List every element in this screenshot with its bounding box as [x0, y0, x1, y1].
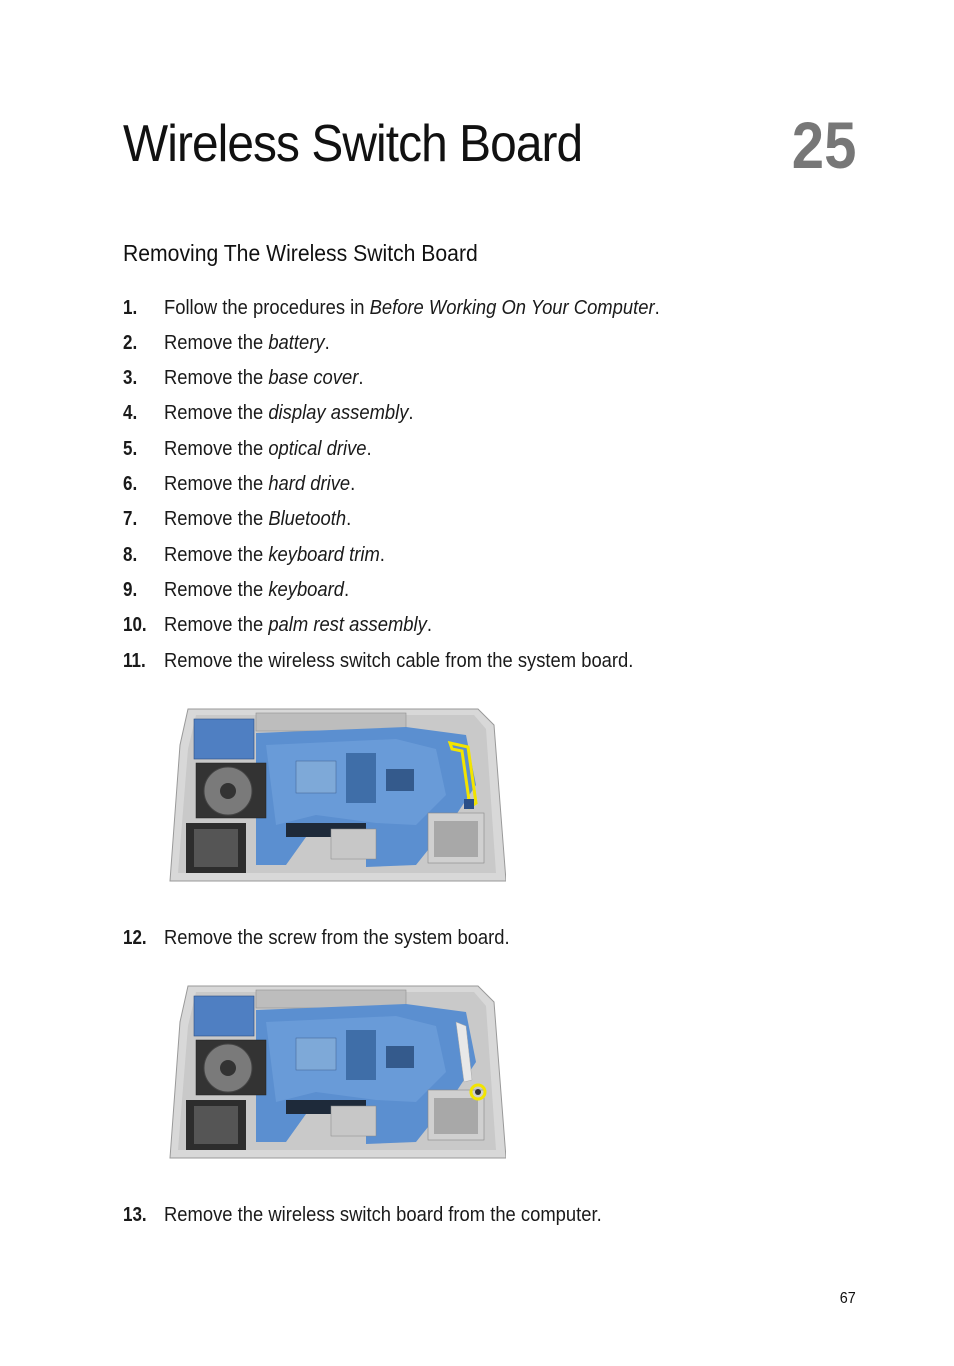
step-number: 9.: [123, 579, 138, 601]
step-text: Remove the base cover.: [164, 367, 364, 389]
section-title: Removing The Wireless Switch Board: [123, 240, 478, 266]
step-number: 8.: [123, 544, 138, 566]
step-number: 5.: [123, 438, 138, 460]
step-text: Remove the wireless switch board from the computer.: [164, 1204, 602, 1226]
step-number: 1.: [123, 297, 138, 319]
step-link-palm-rest-assembly[interactable]: palm rest assembly: [268, 614, 427, 636]
step-link-before-working[interactable]: Before Working On Your Computer: [369, 297, 655, 319]
step-link-base-cover[interactable]: base cover: [268, 367, 359, 389]
step-text: Remove the display assembly.: [164, 402, 414, 424]
step-number: 13.: [123, 1204, 147, 1226]
step-text: Remove the palm rest assembly.: [164, 614, 432, 636]
step-link-battery[interactable]: battery: [268, 332, 325, 354]
step-link-display-assembly[interactable]: display assembly: [268, 402, 409, 424]
step-number: 12.: [123, 927, 147, 949]
photo-system-board-screw: [166, 982, 506, 1162]
photo-wireless-switch-cable: [166, 705, 506, 885]
chapter-title: Wireless Switch Board: [123, 115, 583, 173]
step-number: 11.: [123, 650, 146, 672]
step-number: 3.: [123, 367, 138, 389]
page-number: 67: [839, 1290, 856, 1307]
step-link-keyboard-trim[interactable]: keyboard trim: [268, 544, 380, 566]
step-number: 10.: [123, 614, 147, 636]
step-text: Remove the battery.: [164, 332, 330, 354]
step-number: 2.: [123, 332, 138, 354]
step-link-hard-drive[interactable]: hard drive: [268, 473, 351, 495]
step-text: Remove the keyboard trim.: [164, 544, 385, 566]
step-text: Remove the wireless switch cable from the system board.: [164, 650, 634, 672]
step-number: 6.: [123, 473, 138, 495]
step-text: Remove the screw from the system board.: [164, 927, 510, 949]
step-link-keyboard[interactable]: keyboard: [268, 579, 345, 601]
step-text: Remove the keyboard.: [164, 579, 350, 601]
step-text: Remove the optical drive.: [164, 438, 372, 460]
step-text: Remove the Bluetooth.: [164, 508, 352, 530]
step-link-optical-drive[interactable]: optical drive: [268, 438, 367, 460]
step-number: 4.: [123, 402, 138, 424]
step-link-bluetooth[interactable]: Bluetooth: [268, 508, 347, 530]
chapter-number: 25: [791, 108, 856, 182]
step-number: 7.: [123, 508, 138, 530]
step-text: Remove the hard drive.: [164, 473, 356, 495]
step-text: Follow the procedures in Before Working On Your Computer.: [164, 297, 660, 319]
